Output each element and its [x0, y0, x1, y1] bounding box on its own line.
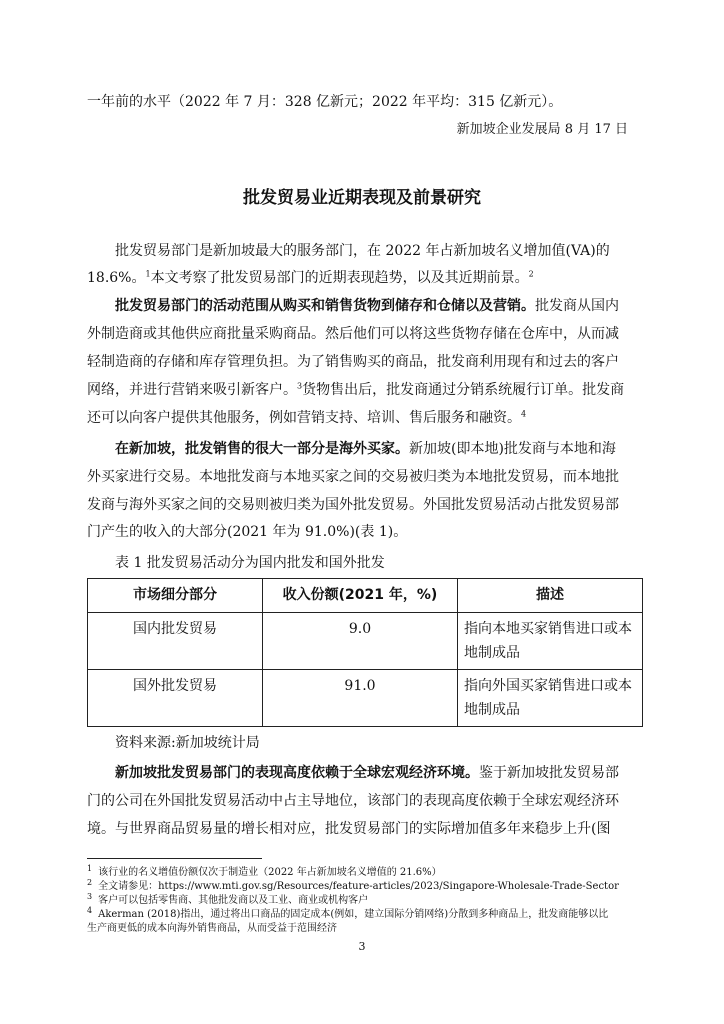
footnote-divider: [87, 858, 262, 859]
paragraph-3-line-2: 外买家进行交易。本地批发商与本地买家之间的交易被归类为本地批发贸易，而本地批: [87, 469, 619, 485]
p2-text-1: 批发商从国内: [535, 298, 619, 314]
cell-description: 指向本地买家销售进口或本地制成品: [458, 613, 643, 670]
footnote-ref-2[interactable]: 2: [528, 269, 534, 279]
table-source: 资料来源:新加坡统计局: [115, 735, 260, 751]
footnote-ref-1[interactable]: 1: [145, 269, 151, 279]
footnote-3: [87, 891, 369, 908]
footnote-ref-4[interactable]: 4: [521, 409, 527, 419]
p2-text-4b: 货物售出后，批发商通过分销系统履行订单。批发商: [302, 382, 625, 398]
p2-lead-bold: 批发贸易部门的活动范围从购买和销售货物到储存和仓储以及营销。: [115, 298, 535, 314]
paragraph-2-line-1: [115, 296, 619, 316]
continuation-line: 一年前的水平（2022 年 7 月：328 亿新元；2022 年平均：315 亿新元）。: [87, 94, 563, 110]
page-number: 3: [358, 940, 366, 953]
footnote-number: 2: [87, 877, 93, 887]
footnote-text: 生产商更低的成本向海外销售商品，从而受益于范围经济: [87, 923, 337, 934]
table-caption: 表 1 批发贸易活动分为国内批发和国外批发: [115, 555, 385, 571]
p3-lead-bold: 在新加坡，批发销售的很大一部分是海外买家。: [115, 441, 409, 457]
paragraph-1-line-2: [87, 268, 534, 288]
article-title: 批发贸易业近期表现及前景研究: [243, 188, 481, 208]
paragraph-4-line-2: 门的公司在外国批发贸易活动中占主导地位，该部门的表现高度依赖于全球宏观经济环: [87, 793, 619, 809]
segment-table: [87, 578, 643, 727]
footnote-text: 该行业的名义增值份额仅次于制造业（2022 年占新加坡名义增值的 21.6%）: [98, 867, 442, 878]
paragraph-2-line-2: 外制造商或其他供应商批量采购商品。然后他们可以将这些货物存储在仓库中，从而减: [87, 326, 619, 342]
footnote-number: 1: [87, 863, 93, 873]
footnote-number: 3: [87, 891, 93, 901]
footnote-number: 4: [87, 905, 93, 915]
footnote-text: 客户可以包括零售商、其他批发商以及工业、商业或机构客户: [98, 895, 369, 906]
paragraph-2-line-4: [87, 380, 624, 400]
signature-line: 新加坡企业发展局 8 月 17 日: [456, 122, 628, 137]
cell-share: 91.0: [263, 670, 458, 727]
paragraph-4-line-3: 境。与世界商品贸易量的增长相对应，批发贸易部门的实际增加值多年来稳步上升(图: [87, 821, 611, 837]
footnote-ref-3[interactable]: 3: [297, 381, 303, 391]
p3-text-1: 新加坡(即本地)批发商与本地和海: [409, 441, 616, 457]
table-row: [88, 613, 643, 670]
footnote-text: Akerman (2018)指出，通过将出口商品的固定成本(例如，建立国际分销网络)分散到多种商品上，批发商能够以比: [98, 909, 609, 920]
footnote-link[interactable]: 全文请参见：https://www.mti.gov.sg/Resources/feature-articles/2023/Singapore-Wholesale-Trade-Sector: [98, 881, 619, 892]
p1-text-b: 本文考察了批发贸易部门的近期表现趋势，以及其近期前景。: [150, 270, 529, 286]
cell-segment: 国外批发贸易: [88, 670, 263, 727]
p4-lead-bold: 新加坡批发贸易部门的表现高度依赖于全球宏观经济环境。: [115, 765, 479, 781]
p1-text-a: 18.6%。: [87, 270, 146, 286]
paragraph-4-line-1: [115, 763, 619, 783]
header-share: 收入份额(2021 年，%): [263, 579, 458, 613]
table-row: [88, 670, 643, 727]
footnote-4: [87, 905, 609, 922]
footnote-4-continued: [87, 922, 337, 936]
footnote-1: [87, 863, 442, 880]
paragraph-1-line-1: 批发贸易部门是新加坡最大的服务部门，在 2022 年占新加坡名义增加值(VA)的: [115, 243, 610, 259]
paragraph-2-line-3: 轻制造商的存储和库存管理负担。为了销售购买的商品，批发商利用现有和过去的客户: [87, 354, 619, 370]
paragraph-3-line-1: [115, 439, 616, 459]
cell-segment: 国内批发贸易: [88, 613, 263, 670]
cell-description: 指向外国买家销售进口或本地制成品: [458, 670, 643, 727]
p2-text-5: 还可以向客户提供其他服务，例如营销支持、培训、售后服务和融资。: [87, 410, 521, 426]
cell-share: 9.0: [263, 613, 458, 670]
table-header-row: [88, 579, 643, 613]
paragraph-2-line-5: [87, 408, 526, 428]
paragraph-3-line-3: 发商与海外买家之间的交易则被归类为国外批发贸易。外国批发贸易活动占批发贸易部: [87, 497, 619, 513]
footnote-2: [87, 877, 619, 894]
header-description: 描述: [458, 579, 643, 613]
header-segment: 市场细分部分: [88, 579, 263, 613]
p4-text-1: 鉴于新加坡批发贸易部: [479, 765, 619, 781]
paragraph-3-line-4: 门产生的收入的大部分(2021 年为 91.0%)(表 1)。: [87, 524, 408, 540]
p2-text-4a: 网络，并进行营销来吸引新客户。: [87, 382, 297, 398]
